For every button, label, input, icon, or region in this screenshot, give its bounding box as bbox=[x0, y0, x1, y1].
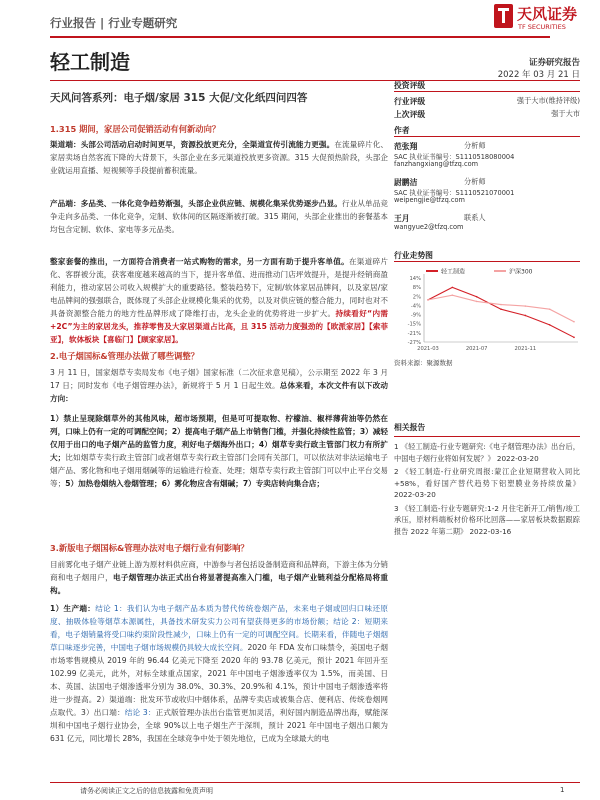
author-rule bbox=[394, 136, 580, 137]
series-point-0 bbox=[549, 324, 551, 326]
author-title: 作者 bbox=[394, 126, 410, 135]
series-point-0 bbox=[452, 287, 454, 289]
related-report-3[interactable]: 3 《轻工制造-行业专题研究:1-2 月住宅新开工/销售/竣工承压，原材料端板材价格环比回落——家居板块数据跟踪报告 2022 年第二期》 2022-03-16 bbox=[394, 503, 580, 536]
logo-en-text: TF SECURITIES bbox=[518, 23, 566, 31]
q1-p1-bold: 渠道端：头部公司活动启动时间更早，资源投放更充分，全渠道宣传引流能力更强。 bbox=[50, 140, 335, 149]
y-tick-label: 8% bbox=[412, 285, 421, 292]
q1-p3-bold: 整家套餐的推出，一方面符合消费者一站式购物的需求，另一方面有助于提升客单值。 bbox=[50, 257, 349, 266]
q2-p1-bold: 总体来看，本次文件有以下改动方向： bbox=[50, 381, 388, 403]
trend-title: 行业走势图 bbox=[394, 251, 433, 260]
q1-p1-rest: 在流量碎片化、家居卖场自然客流下降的大背景下，头部企业在多元渠道投放更多资源。315 大促预热阶段，头部企业就运用直播、短视频等手段提前蓄积流量。 bbox=[50, 140, 389, 175]
q1-paragraph-channel bbox=[50, 138, 388, 190]
q3-p1: 目前雾化电子烟产业链上游为原材料供应商，中游参与者包括设备制造商和品牌商，下游主体为分销商和电子烟用户， bbox=[50, 560, 388, 582]
q1-paragraph-product bbox=[50, 197, 388, 249]
related-report-1[interactable]: 1 《轻工制造-行业专题研究:《电子烟管理办法》出台后，中国电子烟行业将如何发展？》 2022-03-20 bbox=[394, 442, 580, 463]
author-role: 分析师 bbox=[464, 177, 486, 186]
report-type: 证券研究报告 bbox=[528, 58, 580, 68]
q2-p2-bold: 1）禁止呈现除烟草外的其他风味，超市场预期，但是可可提取物、柠檬油、椒样薄荷油等仍然在列，口味上仍有一定的可调配空间；2）提高电子烟产品上市销售门槛，并强化持续性监管；3）减轻仅用于出口的电子烟产品的监管力度，利好电子烟海外出口；4）烟草专卖行政主管部门权力有所扩大； bbox=[50, 414, 388, 462]
q3-paragraph-chain bbox=[50, 558, 388, 597]
series-point-1 bbox=[500, 304, 502, 306]
related-title: 相关报告 bbox=[394, 423, 426, 432]
y-tick-label: -15% bbox=[407, 321, 421, 328]
logo-cn-text: 天风证券 bbox=[517, 5, 578, 23]
author-email[interactable]: fanzhangxiang@tfzq.com bbox=[394, 160, 479, 168]
author-name: 尉鹏洁 bbox=[394, 178, 418, 187]
prev-rating-value: 强于大市 bbox=[551, 109, 580, 118]
q3-conclusion-2: 结论 2：短期来看，电子烟销量将受口味约束阶段性减少，口味上仍有一定的可调配空间。长期来看，伴随电子烟烟草口味逐步完善，中国电子烟市场规模仍具较大成长空间。 bbox=[50, 617, 389, 652]
rating-title: 投资评级 bbox=[394, 81, 426, 90]
q3-p2-tail: 正式版管理办法出台监管更加灵活，利好国内制造品牌出海，赋能深圳和中国电子烟行业协会，全球 90%以上电子烟生产于深圳，预计 2021 年中国电子烟出口额为 631 亿元，同比增长 28%，我国在全球竞争中处于领先地位，已成为全球最大的电 bbox=[50, 708, 388, 743]
author-email[interactable]: weipengjie@tfzq.com bbox=[394, 196, 465, 204]
q1-p2-rest: 行业从单品竞争走向多品类、一体化竞争，定制、软体间的区隔逐渐被打破。315 期间，头部企业推出的套餐基本均包含定制、软体、家电等多元品类。 bbox=[50, 199, 388, 234]
q2-paragraph-intro bbox=[50, 366, 388, 405]
trend-rule bbox=[394, 261, 580, 262]
report-category: 行业报告 | 行业专题研究 bbox=[50, 16, 178, 30]
q3-conclusion-1: 结论 1：我们认为电子烟产品本质为替代传统卷烟产品，未来电子烟或回归口味还原度、抽吸体验等烟草本源属性，具备技术研发实力公司有望获得更多的市场份额； bbox=[50, 604, 388, 626]
q3-conclusion-3: 结论 3： bbox=[124, 708, 156, 717]
page-number: 1 bbox=[560, 786, 565, 794]
legend-label-series-1: 沪深300 bbox=[509, 268, 533, 276]
industry-trend-chart bbox=[394, 266, 580, 354]
author-name: 范张翔 bbox=[394, 142, 418, 151]
series-point-0 bbox=[525, 315, 527, 317]
q1-heading: 1.315 期间，家居公司促销活动有何新动向？ bbox=[50, 124, 221, 134]
series-point-1 bbox=[573, 321, 575, 323]
q2-p1: 3 月 11 日，国家烟草专卖局发布《电子烟》国家标准（二次征求意见稿），公示期至 2022 年 3 月 17 日；同时发布《电子烟管理办法》，新规将于 5 月 1 日起生效。 bbox=[50, 368, 388, 390]
x-tick-label: 2021-11 bbox=[514, 346, 537, 352]
y-tick-label: -9% bbox=[410, 312, 421, 319]
series-point-1 bbox=[549, 308, 551, 310]
author-role: 联系人 bbox=[464, 213, 486, 222]
sidebar-authors bbox=[394, 125, 580, 245]
sidebar-related bbox=[394, 422, 580, 537]
prev-rating-label: 上次评级 bbox=[394, 110, 426, 119]
related-report-2[interactable]: 2 《轻工制造-行业研究周报:蒙江企业短期营收入同比+58%，看好国产替代趋势下铝塑膜业务持续放量》 2022-03-20 bbox=[394, 467, 580, 499]
series-point-0 bbox=[500, 308, 502, 310]
q3-paragraph-impact bbox=[50, 602, 388, 779]
chart-source: 资料来源：聚源数据 bbox=[394, 359, 453, 367]
q3-heading: 3.新版电子烟国标&管理办法对电子烟行业有何影响？ bbox=[50, 543, 249, 553]
author-role: 分析师 bbox=[464, 141, 486, 150]
y-tick-label: 14% bbox=[409, 276, 421, 282]
series-point-0 bbox=[573, 337, 575, 339]
q2-p2-tail: 5）加热卷烟纳入卷烟管理；6）雾化物应含有烟碱；7）专卖店转向集合店； bbox=[65, 479, 325, 488]
footer-rule bbox=[50, 782, 580, 783]
q3-p2-rest: 2020 年 FDA 发布口味禁令，美国电子烟市场零售规模从 2019 年的 96.44 亿美元下降至 2020 年的 93.78 亿美元，预计 2021 年回升至 102.99 亿美元，此外，对标全球重点国家，2021 年中国电子烟渗透率仅为 1.5%，而美国、日本、英国、法国电子烟渗透率分别为 38.0%、30.3%、20.9%和 4.1%，预计中国电子烟渗透率将进一步提高。2）渠道端：批发环节或收归中烟体系，品牌专卖店或被集合店、便利店、传统卷烟网点取代。3）出口端： bbox=[50, 643, 388, 717]
y-tick-label: -21% bbox=[407, 330, 421, 337]
rating-rule bbox=[394, 91, 580, 92]
tf-securities-logo bbox=[494, 2, 580, 34]
page-title: 轻工制造 bbox=[50, 50, 130, 74]
y-tick-label: -4% bbox=[410, 303, 421, 310]
x-tick-label: 2021-03 bbox=[417, 346, 439, 352]
report-subtitle: 天风问答系列：电子烟/家居 315 大促/文化纸四问四答 bbox=[50, 92, 308, 104]
y-tick-label: -27% bbox=[407, 340, 421, 346]
author-name: 王月 bbox=[394, 214, 410, 223]
series-point-1 bbox=[476, 301, 478, 303]
footer-disclaimer: 请务必阅读正文之后的信息披露和免责声明 bbox=[80, 787, 213, 795]
report-date: 2022 年 03 月 21 日 bbox=[497, 70, 580, 80]
top-rule bbox=[50, 36, 550, 38]
industry-rating-value: 强于大市(维持评级) bbox=[516, 96, 580, 105]
q3-p1-bold: 电子烟管理办法正式出台将显著提高准入门槛，电子烟产业链利益分配格局将重构。 bbox=[50, 573, 388, 595]
q2-heading: 2.电子烟国标&管理办法做了哪些调整？ bbox=[50, 351, 199, 361]
series-point-1 bbox=[427, 299, 429, 301]
x-tick-label: 2021-07 bbox=[465, 346, 488, 352]
series-point-0 bbox=[476, 296, 478, 298]
q2-p2-rest: 比如烟草专卖行政主管部门或者烟草专卖行政主管部门会同有关部门，可以依法对非法运输电子烟产品、雾化物和电子烟用烟碱等的运输进行检查、处理；烟草专卖行政主管部门可以中止平台交易等； bbox=[50, 453, 388, 488]
q1-p3-recommend: 持续看好“内需+2C”为主的家居龙头，推荐零售及大家居渠道占比高，且 315 活动力度强劲的【欧派家居】【索菲亚】，软体板块【喜临门】【顾家家居】。 bbox=[50, 309, 388, 344]
author-cert: SAC 执业证书编号：S1110518080004 bbox=[394, 153, 515, 161]
series-point-1 bbox=[452, 294, 454, 296]
related-rule bbox=[394, 436, 580, 437]
tf-logo-icon bbox=[494, 4, 513, 28]
series-point-1 bbox=[525, 305, 527, 307]
q2-paragraph-changes bbox=[50, 412, 388, 529]
q1-p3-rest: 在渠道碎片化、客群被分流，获客难度越来越高的当下，提升客单值、进而推动门店坪效提升，是提升经销商盈利能力，推动家居公司收入规模扩大的重要路径。整装趋势下，定制/软体家居品牌间，以及家居/家电品牌间的强强联合，既体现了头部企业规模化集采的优势，以及对供应链的整合能力，同时也对不具备资源整合能力的地方性品牌形成了降维打击，龙头企业的优势将进一步扩大。 bbox=[50, 257, 388, 318]
author-cert: SAC 执业证书编号：S1110521070001 bbox=[394, 189, 515, 197]
q1-paragraph-package bbox=[50, 255, 388, 344]
legend-label-series-0: 轻工制造 bbox=[441, 268, 466, 276]
author-email[interactable]: wangyue2@tfzq.com bbox=[394, 223, 464, 231]
q1-p2-bold: 产品端：多品类、一体化竞争趋势渐强，头部企业供应链、规模化集采优势逐步凸显。 bbox=[50, 199, 342, 208]
y-tick-label: 2% bbox=[412, 294, 421, 301]
series-line-0 bbox=[428, 287, 574, 337]
industry-rating-label: 行业评级 bbox=[394, 97, 426, 106]
q3-p2-label: 1）生产端： bbox=[50, 604, 96, 613]
